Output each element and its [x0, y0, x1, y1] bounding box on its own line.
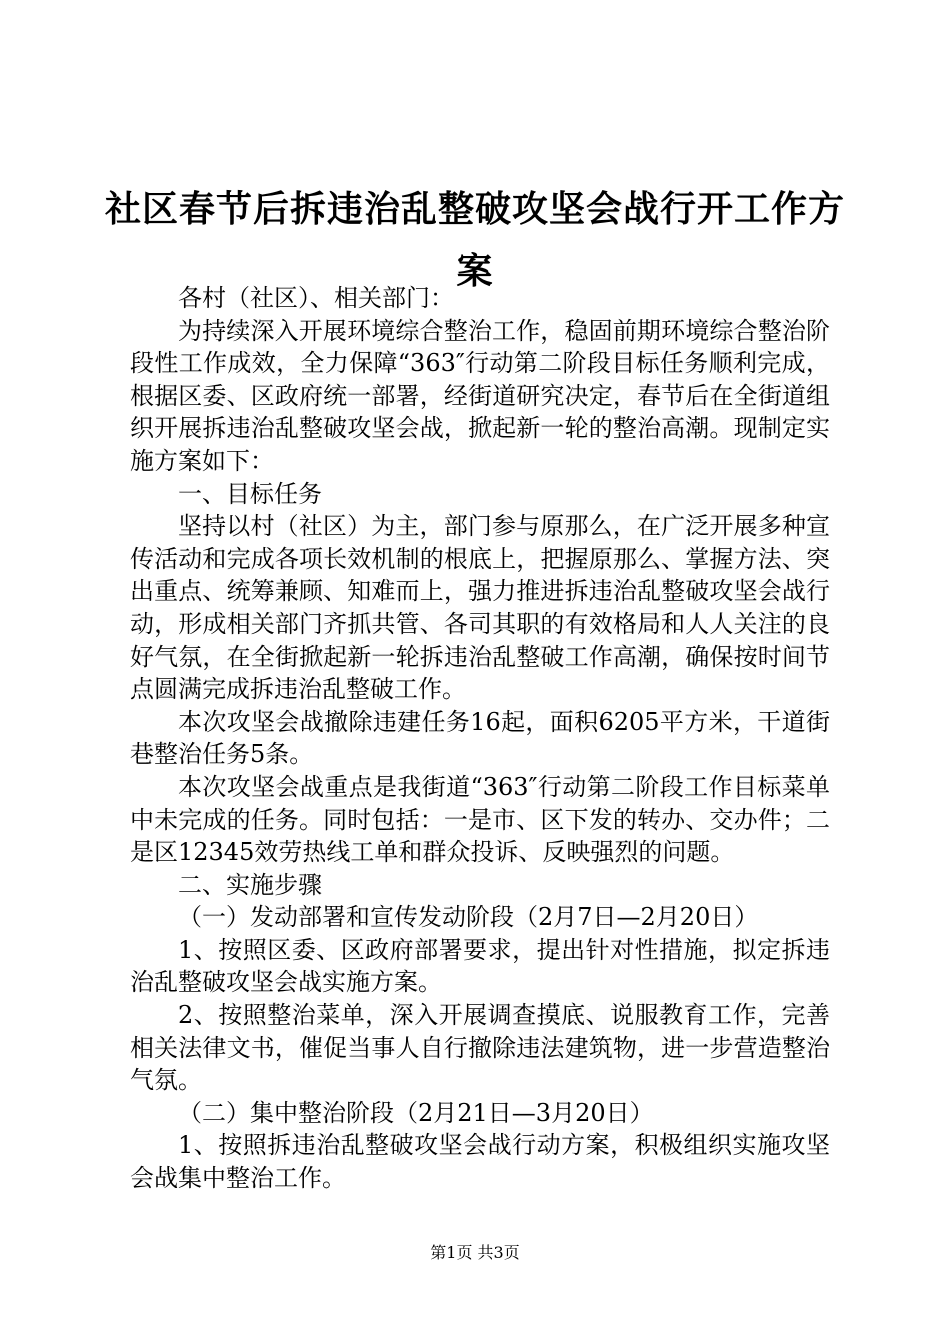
page-number: 第1页 共3页	[430, 1243, 520, 1262]
task-quantity-paragraph: 本次攻坚会战撤除违建任务16起，面积6205平方米，干道街巷整治任务5条。	[130, 707, 830, 769]
salutation: 各村（社区）、相关部门：	[178, 284, 454, 312]
document-body	[130, 282, 830, 1195]
phase-two-item-1: 1、按照拆违治乱整破攻坚会战行动方案，积极组织实施攻坚会战集中整治工作。	[130, 1131, 830, 1193]
section-heading-steps: 二、实施步骤	[178, 870, 322, 899]
goals-paragraph: 坚持以村（社区）为主，部门参与原那么，在广泛开展多种宣传活动和完成各项长效机制的根底上，把握原那么、掌握方法、突出重点、统筹兼顾、知难而上，强力推进拆违治乱整破攻坚会战行动，形成相关部门齐抓共管、各司其职的有效格局和人人关注的良好气氛，在全街掀起新一轮拆违治乱整破工作高潮，确保按时间节点圆满完成拆违治乱整破工作。	[130, 512, 830, 704]
phase-two-heading: （二）集中整治阶段（2月21日—3月20日）	[178, 1098, 654, 1127]
phase-one-item-1: 1、按照区委、区政府部署要求，提出针对性措施，拟定拆违治乱整破攻坚会战实施方案。	[130, 935, 830, 997]
phase-one-heading: （一）发动部署和宣传发动阶段（2月7日—2月20日）	[178, 903, 759, 932]
section-heading-goals: 一、目标任务	[178, 479, 322, 508]
intro-paragraph: 为持续深入开展环境综合整治工作，稳固前期环境综合整治阶段性工作成效，全力保障“363″行动第二阶段目标任务顺利完成，根据区委、区政府统一部署，经街道研究决定，春节后在全街道组织开展拆违治乱整破攻坚会战，掀起新一轮的整治高潮。现制定实施方案如下：	[130, 316, 830, 475]
document-title: 社区春节后拆违治乱整破攻坚会战行开工作方案	[104, 188, 845, 292]
phase-one-item-2: 2、按照整治菜单，深入开展调查摸底、说服教育工作，完善相关法律文书，催促当事人自行撤除违法建筑物，进一步营造整治气氛。	[130, 1001, 830, 1095]
focus-paragraph: 本次攻坚会战重点是我街道“363″行动第二阶段工作目标菜单中未完成的任务。同时包括：一是市、区下发的转办、交办件；二是区12345效劳热线工单和群众投诉、反映强烈的问题。	[130, 772, 830, 867]
